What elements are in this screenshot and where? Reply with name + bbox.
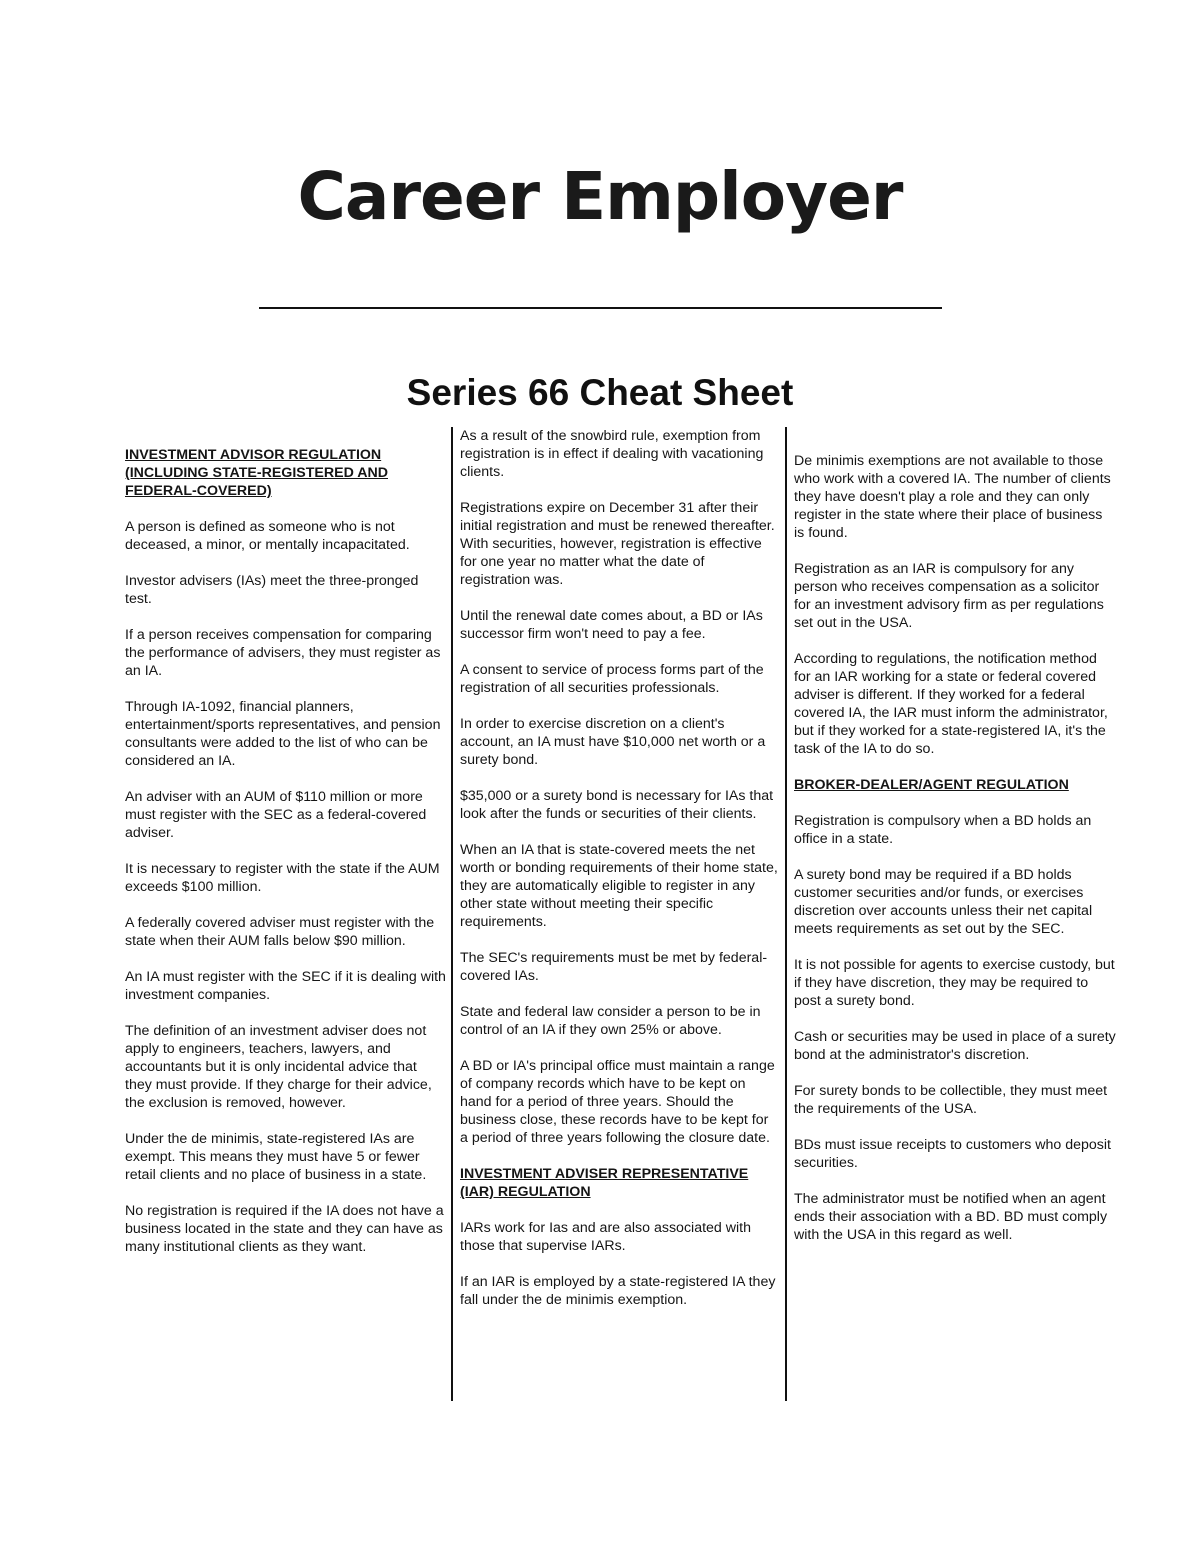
- body-paragraph: Until the renewal date comes about, a BD or IAs successor firm won't need to pay a fee.: [460, 608, 763, 642]
- body-paragraph: A federally covered adviser must register with the state when their AUM falls below $90 million.: [125, 915, 435, 949]
- body-paragraph: The definition of an investment adviser does not apply to engineers, teachers, lawyers, and accountants but it is only incidental advice that they must provide. If they charge for their advice, the exclusion is removed, however.: [125, 1023, 432, 1111]
- body-paragraph: An IA must register with the SEC if it is dealing with investment companies.: [125, 969, 446, 1003]
- body-paragraph: According to regulations, the notification method for an IAR working for a state or federal covered adviser is different. If they worked for a federal covered IA, the IAR must inform the administrator, but if they worked for a state-registered IA, it's the task of the IA to do so.: [794, 651, 1108, 757]
- section-heading: INVESTMENT ADVISOR REGULATION (INCLUDING STATE-REGISTERED AND FEDERAL-COVERED): [125, 447, 388, 499]
- body-paragraph: Cash or securities may be used in place of a surety bond at the administrator's discretion.: [794, 1029, 1116, 1063]
- body-paragraph: A BD or IA's principal office must maintain a range of company records which have to be kept on hand for a period of three years. Should the business close, these records have to be kept for a period of three years following the closure date.: [460, 1058, 775, 1146]
- body-paragraph: No registration is required if the IA does not have a business located in the state and they can have as many institutional clients as they want.: [125, 1203, 444, 1255]
- column-right: [794, 452, 1116, 1262]
- body-paragraph: Investor advisers (IAs) meet the three-pronged test.: [125, 573, 419, 607]
- body-paragraph: The SEC's requirements must be met by federal-covered IAs.: [460, 950, 768, 984]
- body-paragraph: Registrations expire on December 31 after their initial registration and must be renewed thereafter. With securities, however, registration is effective for one year no matter what the date of registration was.: [460, 500, 775, 588]
- body-paragraph: Registration as an IAR is compulsory for any person who receives compensation as a solicitor for an investment advisory firm as per regulations set out in the USA.: [794, 561, 1104, 631]
- column-divider-left: [451, 427, 453, 1401]
- body-paragraph: It is necessary to register with the state if the AUM exceeds $100 million.: [125, 861, 440, 895]
- body-paragraph: Through IA-1092, financial planners, entertainment/sports representatives, and pension consultants were added to the list of who can be considered an IA.: [125, 699, 441, 769]
- body-paragraph: BDs must issue receipts to customers who deposit securities.: [794, 1137, 1111, 1171]
- header-divider: [259, 307, 942, 309]
- page-title: Series 66 Cheat Sheet: [406, 371, 794, 413]
- body-paragraph: De minimis exemptions are not available to those who work with a covered IA. The number of clients they have doesn't play a role and they can only register in the state where their place of business is found.: [794, 453, 1111, 541]
- body-paragraph: The administrator must be notified when an agent ends their association with a BD. BD must comply with the USA in this regard as well.: [794, 1191, 1108, 1243]
- body-paragraph: It is not possible for agents to exercise custody, but if they have discretion, they may be required to post a surety bond.: [794, 957, 1115, 1009]
- body-paragraph: Under the de minimis, state-registered IAs are exempt. This means they must have 5 or fewer retail clients and no place of business in a state.: [125, 1131, 427, 1183]
- body-paragraph: State and federal law consider a person to be in control of an IA if they own 25% or above.: [460, 1004, 761, 1038]
- column-middle: [460, 427, 778, 1327]
- body-paragraph: A consent to service of process forms part of the registration of all securities professionals.: [460, 662, 764, 696]
- career-employer-logo: Career Employer: [297, 158, 903, 235]
- body-paragraph: An adviser with an AUM of $110 million or more must register with the SEC as a federal-covered adviser.: [125, 789, 427, 841]
- section-heading: BROKER-DEALER/AGENT REGULATION: [794, 777, 1069, 793]
- body-paragraph: A person is defined as someone who is not deceased, a minor, or mentally incapacitated.: [125, 519, 410, 553]
- section-heading: INVESTMENT ADVISER REPRESENTATIVE (IAR) REGULATION: [460, 1166, 749, 1200]
- body-paragraph: Registration is compulsory when a BD holds an office in a state.: [794, 813, 1092, 847]
- body-paragraph: For surety bonds to be collectible, they must meet the requirements of the USA.: [794, 1083, 1108, 1117]
- body-paragraph: As a result of the snowbird rule, exemption from registration is in effect if dealing with vacationing clients.: [460, 428, 764, 480]
- body-paragraph: When an IA that is state-covered meets the net worth or bonding requirements of their home state, they are automatically eligible to register in any other state without meeting their specific requirements.: [460, 842, 778, 930]
- column-divider-right: [785, 427, 787, 1401]
- body-paragraph: If an IAR is employed by a state-registered IA they fall under the de minimis exemption.: [460, 1274, 776, 1308]
- body-paragraph: IARs work for Ias and are also associated with those that supervise IARs.: [460, 1220, 751, 1254]
- body-paragraph: In order to exercise discretion on a client's account, an IA must have $10,000 net worth or a surety bond.: [460, 716, 766, 768]
- body-paragraph: If a person receives compensation for comparing the performance of advisers, they must register as an IA.: [125, 627, 441, 679]
- body-paragraph: A surety bond may be required if a BD holds customer securities and/or funds, or exercises discretion over accounts unless their net capital meets requirements as set out by the SEC.: [794, 867, 1093, 937]
- column-left: [125, 446, 447, 1274]
- body-paragraph: $35,000 or a surety bond is necessary for IAs that look after the funds or securities of their clients.: [460, 788, 774, 822]
